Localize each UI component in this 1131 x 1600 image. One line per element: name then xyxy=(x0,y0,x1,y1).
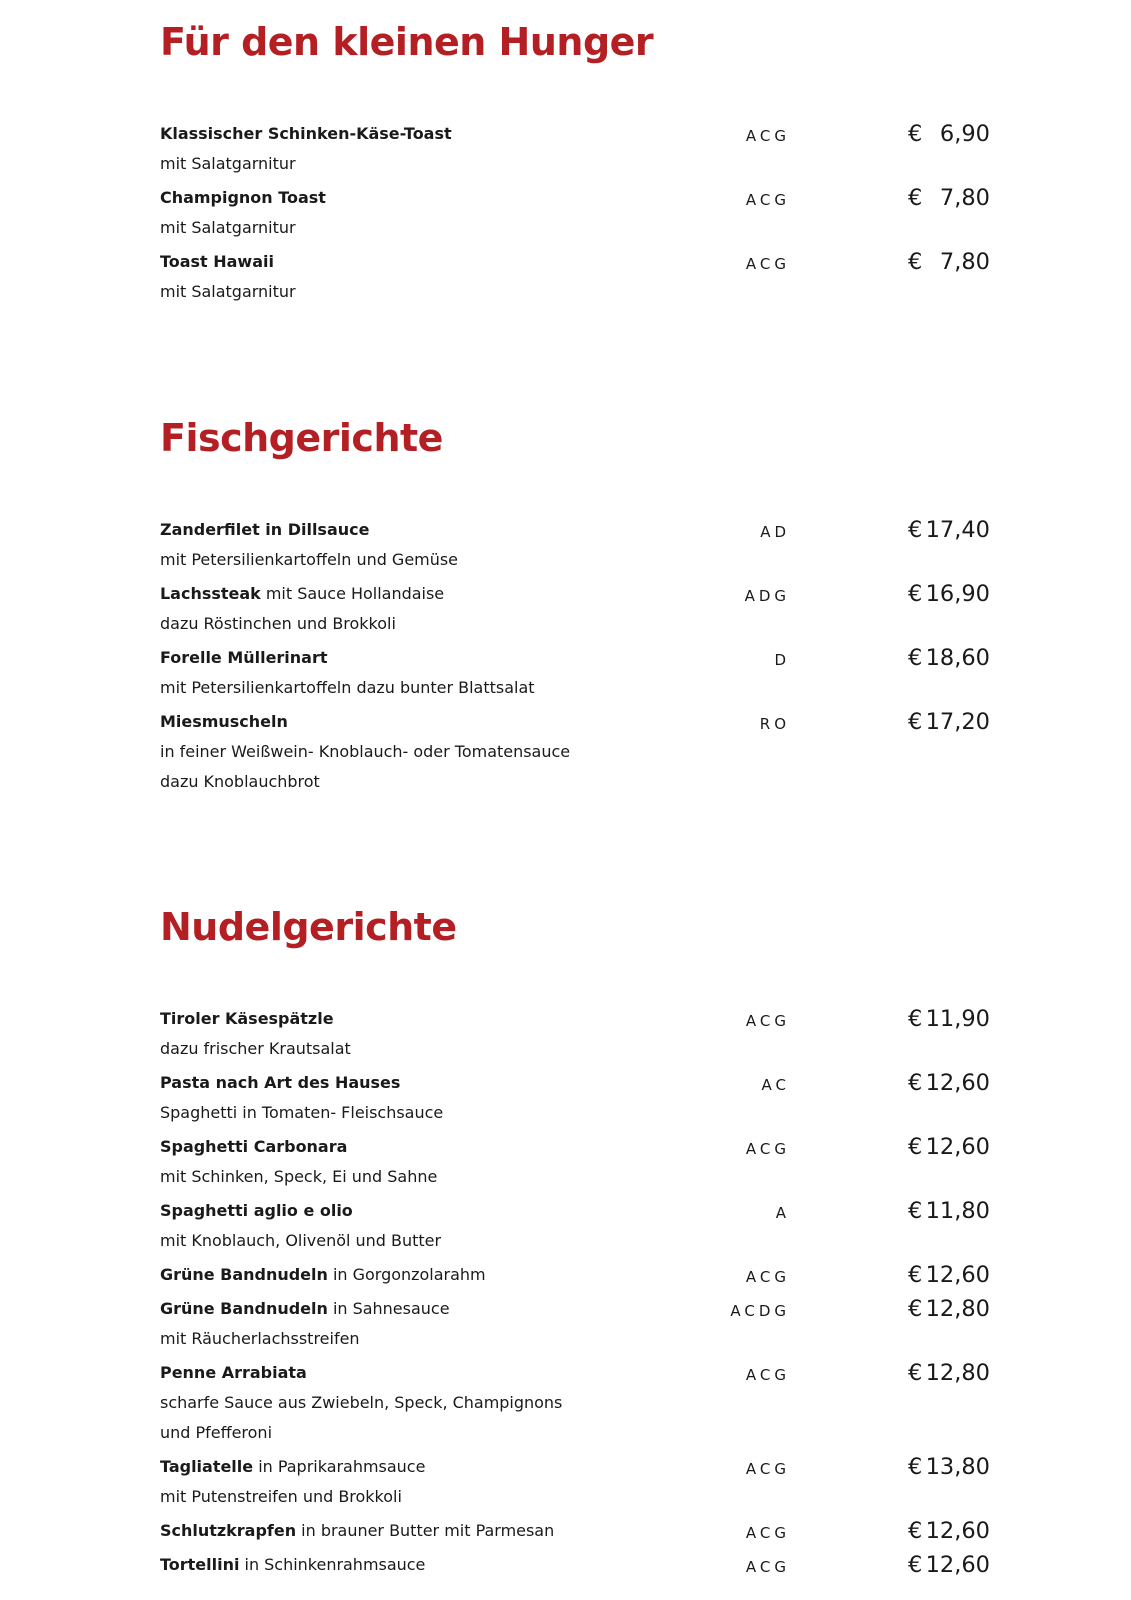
menu-item xyxy=(160,1068,990,1128)
currency-symbol: € xyxy=(908,185,923,211)
menu-item xyxy=(160,247,990,307)
menu-item xyxy=(160,579,990,639)
menu-list xyxy=(160,515,990,797)
price-amount: 11,80 xyxy=(925,1198,990,1224)
item-title-line xyxy=(160,1358,990,1388)
allergen-codes: ACG xyxy=(745,1012,790,1030)
menu-item xyxy=(160,707,990,797)
item-price xyxy=(908,119,990,149)
item-name: Schlutzkrapfen xyxy=(160,1521,297,1540)
item-name: Penne Arrabiata xyxy=(160,1363,307,1382)
allergen-codes: ACG xyxy=(745,127,790,145)
price-amount: 12,60 xyxy=(925,1070,990,1096)
menu-item xyxy=(160,515,990,575)
item-name: Champignon Toast xyxy=(160,188,326,207)
menu-item xyxy=(160,1294,990,1354)
price-amount: 6,90 xyxy=(939,121,990,147)
item-name: Toast Hawaii xyxy=(160,252,274,271)
item-price xyxy=(908,1516,990,1546)
item-title-line xyxy=(160,119,990,149)
allergen-codes: ACG xyxy=(745,1140,790,1158)
item-title-line xyxy=(160,579,990,609)
item-price xyxy=(908,643,990,673)
item-price xyxy=(908,1132,990,1162)
item-description: scharfe Sauce aus Zwiebeln, Speck, Champignons xyxy=(160,1393,563,1412)
menu-item xyxy=(160,1260,990,1290)
menu-item xyxy=(160,1004,990,1064)
price-amount: 12,60 xyxy=(925,1134,990,1160)
item-price xyxy=(908,1068,990,1098)
item-title-line xyxy=(160,643,990,673)
section-nudelgerichte xyxy=(160,905,990,1584)
item-name-suffix: in brauner Butter mit Parmesan xyxy=(296,1521,555,1540)
item-name-suffix: in Paprikarahmsauce xyxy=(253,1457,426,1476)
item-name: Spaghetti aglio e olio xyxy=(160,1201,353,1220)
menu-item xyxy=(160,1132,990,1192)
price-amount: 18,60 xyxy=(925,645,990,671)
item-description: in feiner Weißwein- Knoblauch- oder Tomatensauce xyxy=(160,742,571,761)
item-description: mit Petersilienkartoffeln und Gemüse xyxy=(160,550,459,569)
allergen-codes: AC xyxy=(761,1076,790,1094)
currency-symbol: € xyxy=(908,1262,923,1288)
price-amount: 13,80 xyxy=(925,1454,990,1480)
currency-symbol: € xyxy=(908,1454,923,1480)
allergen-codes: ACG xyxy=(745,1524,790,1542)
item-description: mit Räucherlachsstreifen xyxy=(160,1329,360,1348)
currency-symbol: € xyxy=(908,1134,923,1160)
price-amount: 12,60 xyxy=(925,1518,990,1544)
item-name-suffix: in Gorgonzolarahm xyxy=(327,1265,486,1284)
menu-item xyxy=(160,1452,990,1512)
section-heading: Nudelgerichte xyxy=(160,905,457,949)
item-description: mit Schinken, Speck, Ei und Sahne xyxy=(160,1167,438,1186)
menu-item xyxy=(160,1358,990,1448)
menu-list xyxy=(160,1004,990,1580)
item-description: Spaghetti in Tomaten- Fleischsauce xyxy=(160,1103,444,1122)
section-kleiner-hunger xyxy=(160,20,990,311)
item-name: Tortellini xyxy=(160,1555,240,1574)
price-amount: 12,60 xyxy=(925,1262,990,1288)
price-amount: 12,80 xyxy=(925,1360,990,1386)
item-name: Grüne Bandnudeln xyxy=(160,1299,328,1318)
currency-symbol: € xyxy=(908,645,923,671)
currency-symbol: € xyxy=(908,1518,923,1544)
item-name-suffix: mit Sauce Hollandaise xyxy=(260,584,445,603)
currency-symbol: € xyxy=(908,581,923,607)
item-price xyxy=(908,247,990,277)
section-heading: Fischgerichte xyxy=(160,416,443,460)
section-heading: Für den kleinen Hunger xyxy=(160,20,654,64)
menu-item xyxy=(160,1550,990,1580)
item-name: Tiroler Käsespätzle xyxy=(160,1009,334,1028)
allergen-codes: D xyxy=(774,651,790,669)
item-title-line xyxy=(160,1294,990,1324)
menu-list xyxy=(160,119,990,307)
allergen-codes: A xyxy=(775,1204,790,1222)
menu-item xyxy=(160,1516,990,1546)
item-title-line xyxy=(160,1516,990,1546)
item-name: Spaghetti Carbonara xyxy=(160,1137,348,1156)
item-name: Grüne Bandnudeln xyxy=(160,1265,328,1284)
item-title-line xyxy=(160,1068,990,1098)
item-title-line xyxy=(160,1132,990,1162)
allergen-codes: RO xyxy=(759,715,790,733)
currency-symbol: € xyxy=(908,121,923,147)
item-name: Lachssteak xyxy=(160,584,261,603)
item-description: mit Salatgarnitur xyxy=(160,218,296,237)
currency-symbol: € xyxy=(908,1360,923,1386)
section-fischgerichte xyxy=(160,416,990,801)
allergen-codes: ACG xyxy=(745,1268,790,1286)
item-description: dazu frischer Krautsalat xyxy=(160,1039,351,1058)
item-price xyxy=(908,707,990,737)
currency-symbol: € xyxy=(908,709,923,735)
item-description: mit Salatgarnitur xyxy=(160,282,296,301)
currency-symbol: € xyxy=(908,517,923,543)
price-amount: 17,20 xyxy=(925,709,990,735)
currency-symbol: € xyxy=(908,1552,923,1578)
item-description: mit Salatgarnitur xyxy=(160,154,296,173)
price-amount: 12,60 xyxy=(925,1552,990,1578)
item-name: Forelle Müllerinart xyxy=(160,648,328,667)
item-name: Klassischer Schinken-Käse-Toast xyxy=(160,124,452,143)
item-price xyxy=(908,1550,990,1580)
allergen-codes: ACG xyxy=(745,1366,790,1384)
allergen-codes: ACG xyxy=(745,1460,790,1478)
item-price xyxy=(908,1004,990,1034)
item-title-line xyxy=(160,1260,990,1290)
item-price xyxy=(908,1358,990,1388)
item-price xyxy=(908,1294,990,1324)
item-description: dazu Knoblauchbrot xyxy=(160,772,320,791)
currency-symbol: € xyxy=(908,1296,923,1322)
price-amount: 7,80 xyxy=(939,185,990,211)
item-price xyxy=(908,1196,990,1226)
price-amount: 7,80 xyxy=(939,249,990,275)
item-description: mit Petersilienkartoffeln dazu bunter Blattsalat xyxy=(160,678,535,697)
item-title-line xyxy=(160,1550,990,1580)
allergen-codes: AD xyxy=(760,523,790,541)
price-amount: 11,90 xyxy=(925,1006,990,1032)
item-title-line xyxy=(160,1004,990,1034)
currency-symbol: € xyxy=(908,1006,923,1032)
item-price xyxy=(908,1260,990,1290)
allergen-codes: ACG xyxy=(745,255,790,273)
item-name: Tagliatelle xyxy=(160,1457,254,1476)
item-title-line xyxy=(160,707,990,737)
allergen-codes: ADG xyxy=(744,587,790,605)
item-price xyxy=(908,1452,990,1482)
item-description: mit Putenstreifen und Brokkoli xyxy=(160,1487,402,1506)
item-title-line xyxy=(160,1452,990,1482)
currency-symbol: € xyxy=(908,1198,923,1224)
price-amount: 16,90 xyxy=(925,581,990,607)
item-title-line xyxy=(160,1196,990,1226)
menu-item xyxy=(160,119,990,179)
item-title-line xyxy=(160,183,990,213)
item-description: dazu Röstinchen und Brokkoli xyxy=(160,614,396,633)
item-name-suffix: in Schinkenrahmsauce xyxy=(239,1555,426,1574)
item-price xyxy=(908,183,990,213)
item-title-line xyxy=(160,247,990,277)
menu-item xyxy=(160,643,990,703)
currency-symbol: € xyxy=(908,249,923,275)
price-amount: 17,40 xyxy=(925,517,990,543)
item-title-line xyxy=(160,515,990,545)
item-description: und Pfefferoni xyxy=(160,1423,273,1442)
item-price xyxy=(908,579,990,609)
menu-item xyxy=(160,1196,990,1256)
currency-symbol: € xyxy=(908,1070,923,1096)
item-name: Miesmuscheln xyxy=(160,712,288,731)
item-description: mit Knoblauch, Olivenöl und Butter xyxy=(160,1231,442,1250)
allergen-codes: ACG xyxy=(745,191,790,209)
item-name: Zanderfilet in Dillsauce xyxy=(160,520,370,539)
allergen-codes: ACG xyxy=(745,1558,790,1576)
item-name-suffix: in Sahnesauce xyxy=(327,1299,450,1318)
price-amount: 12,80 xyxy=(925,1296,990,1322)
item-price xyxy=(908,515,990,545)
menu-item xyxy=(160,183,990,243)
allergen-codes: ACDG xyxy=(730,1302,790,1320)
item-name: Pasta nach Art des Hauses xyxy=(160,1073,401,1092)
